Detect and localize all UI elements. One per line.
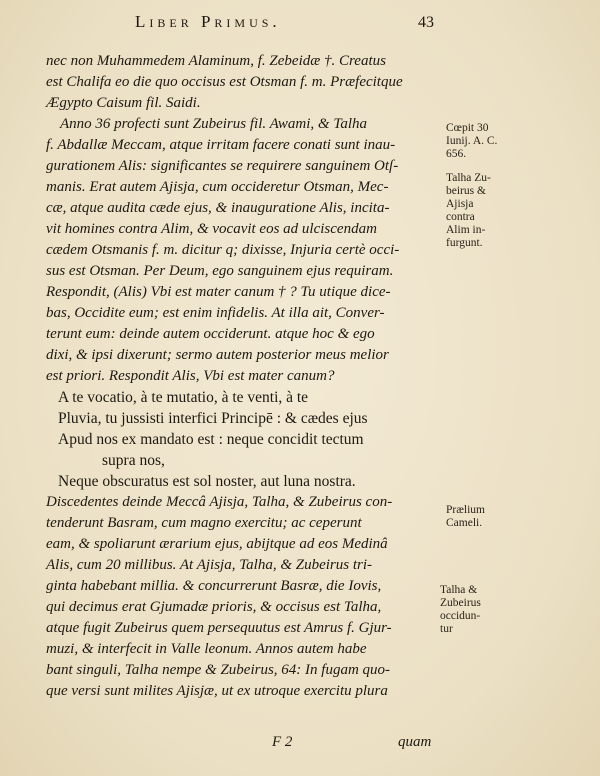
margin-line: beirus &: [446, 185, 486, 197]
margin-line: furgunt.: [446, 237, 483, 249]
text-line: est priori. Respondit Alis, Vbi est mater canum?: [46, 368, 335, 384]
margin-line: Cœpit 30: [446, 122, 489, 134]
text-line: cæ, atque audita cæde ejus, & inauguratione Alis, incita-: [46, 200, 390, 216]
text-line: gurationem Alis: significantes se requirere sanguinem Otſ-: [46, 158, 399, 174]
margin-line: Talha Zu-: [446, 172, 491, 184]
margin-note-insurrection: [446, 172, 516, 250]
text-line: Ægypto Caisum fil. Saidi.: [46, 95, 201, 111]
text-line: tenderunt Basram, cum magno exercitu; ac ceperunt: [46, 515, 362, 531]
margin-line: Alim in-: [446, 224, 486, 236]
verse-block: [46, 387, 438, 492]
verse-line: Pluvia, tu jussisti interfici Principē : & cædes ejus: [58, 410, 368, 427]
margin-line: contra: [446, 211, 475, 223]
text-line: atque fugit Zubeirus quem persequutus est Amrus f. Gjur-: [46, 620, 392, 636]
text-line: muzi, & interfecit in Valle leonum. Annos autem habe: [46, 641, 367, 657]
text-line: ginta habebant millia. & concurrerunt Basræ, die Iovis,: [46, 578, 382, 594]
text-line: f. Abdallæ Meccam, atque irritam facere conati sunt inau-: [46, 137, 396, 153]
margin-line: Cameli.: [446, 517, 483, 529]
text-line: bas, Occidite eum; est enim infidelis. At illa ait, Conver-: [46, 305, 385, 321]
running-title: Liber Primus.: [135, 12, 281, 31]
paragraph-block-a: [46, 51, 438, 387]
verse-line: supra nos,: [102, 452, 165, 469]
margin-note-date: [446, 122, 516, 161]
verse-line: Apud nos ex mandato est : neque concidit tectum: [58, 431, 364, 448]
text-line: eam, & spoliarunt ærarium ejus, abijtque ad eos Medinâ: [46, 536, 388, 552]
margin-note-battle: [446, 504, 516, 530]
margin-line: Zubeirus: [440, 597, 481, 609]
text-line: que versi sunt milites Ajisjæ, ut ex utroque exercitu plura: [46, 683, 388, 699]
text-line: Discedentes deinde Meccâ Ajisja, Talha, & Zubeirus con-: [46, 494, 393, 510]
text-line: dixi, & ipsi dixerunt; sermo autem posterior meus melior: [46, 347, 389, 363]
margin-note-deaths: [440, 584, 510, 636]
text-line: Respondit, (Alis) Vbi est mater canum † ? Tu utique dice-: [46, 284, 391, 300]
margin-line: occidun-: [440, 610, 481, 622]
margin-line: tur: [440, 623, 453, 635]
text-line: Alis, cum 20 millibus. At Ajisja, Talha, & Zubeirus tri-: [46, 557, 373, 573]
margin-line: 656.: [446, 148, 467, 160]
text-line: vit homines contra Alim, & vocavit eos ad ulciscendam: [46, 221, 377, 237]
text-line: Anno 36 profecti sunt Zubeirus fil. Awami, & Talha: [60, 116, 367, 132]
verse-line: Neque obscuratus est sol noster, aut luna nostra.: [58, 473, 356, 490]
text-line: terunt eum: deinde autem occiderunt. atque hoc & ego: [46, 326, 375, 342]
text-line: qui decimus erat Gjumadæ prioris, & occisus est Talha,: [46, 599, 382, 615]
main-text-block: [46, 51, 438, 702]
verse-line: A te vocatio, à te mutatio, à te venti, à te: [58, 389, 309, 406]
margin-line: Talha &: [440, 584, 478, 596]
text-line: est Chalifa eo die quo occisus est Otsman f. m. Præfecitque: [46, 74, 403, 90]
text-line: manis. Erat autem Ajisja, cum occideretur Otsman, Mec-: [46, 179, 389, 195]
text-line: bant singuli, Talha nempe & Zubeirus, 64: In fugam quo-: [46, 662, 391, 678]
catchword: quam: [398, 734, 432, 750]
margin-line: Prælium: [446, 504, 485, 516]
text-line: nec non Muhammedem Alaminum, f. Zebeidæ †. Creatus: [46, 53, 386, 69]
signature-mark: F 2: [272, 734, 293, 750]
margin-line: Ajisja: [446, 198, 474, 210]
text-line: cædem Otsmanis f. m. dicitur q; dixisse, Injuria certè occi-: [46, 242, 400, 258]
text-line: sus est Otsman. Per Deum, ego sanguinem ejus requiram.: [46, 263, 394, 279]
paragraph-block-b: [46, 492, 438, 702]
margin-line: Iunij. A. C.: [446, 135, 498, 147]
page-number: 43: [418, 14, 434, 31]
